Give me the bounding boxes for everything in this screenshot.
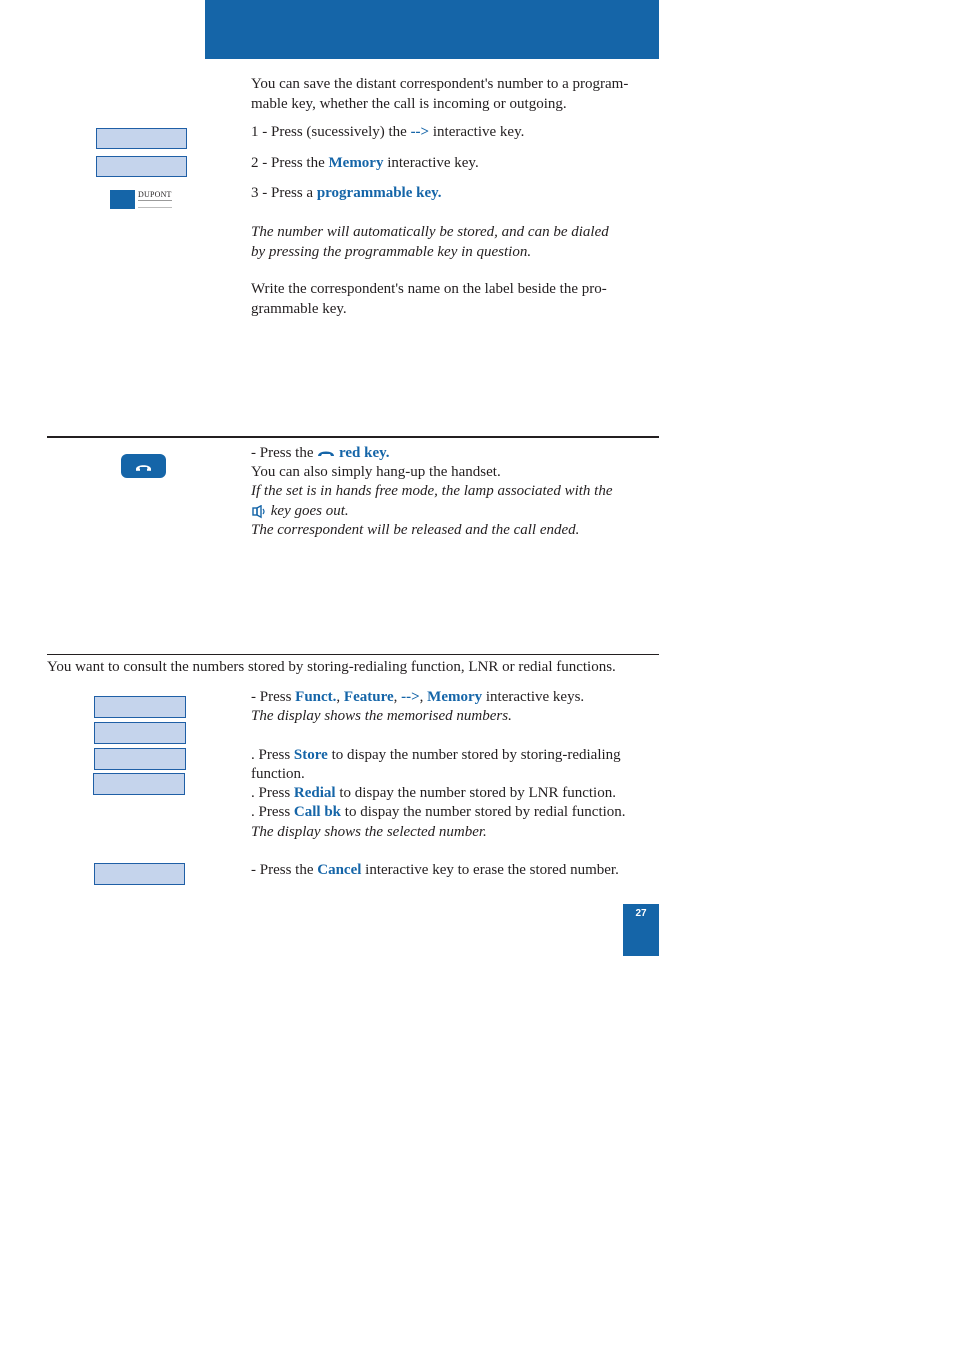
cancel-line: - Press the Cancel interactive key to erase the stored number.	[251, 862, 619, 878]
arrow-key-label-2: -->	[401, 689, 420, 705]
write-note	[251, 280, 607, 319]
handsfree-line-2: key goes out.	[251, 502, 349, 522]
press-red-key: - Press the red key.	[251, 445, 390, 461]
stored-note-line-1: The number will automatically be stored, and can be dialed	[251, 224, 609, 240]
press-keys-line: - Press Funct., Feature, -->, Memory interactive keys.	[251, 689, 585, 705]
write-note-line-2: grammable key.	[251, 300, 347, 317]
intro-paragraph	[251, 75, 628, 114]
arrow-softkey[interactable]	[96, 128, 187, 149]
section-divider-2	[47, 654, 659, 655]
store-key-label: Store	[293, 747, 328, 763]
red-key-label: red key.	[339, 445, 390, 461]
header-bar	[205, 0, 659, 59]
step-1: 1 - Press (sucessively) the --> interactive key.	[251, 124, 525, 140]
callbk-key-label: Call bk	[293, 804, 342, 820]
programmable-key-text: programmable key.	[316, 185, 442, 201]
released-text: The correspondent will be released and the call ended.	[251, 522, 580, 538]
memory-softkey[interactable]	[96, 156, 187, 177]
stored-note	[251, 223, 609, 262]
handset-icon	[121, 454, 166, 478]
store-line: . Press Store to dispay the number stored by storing-redialing	[251, 747, 621, 763]
step-2: 2 - Press the Memory interactive key.	[251, 155, 479, 171]
memory-key-label-2: Memory	[427, 689, 483, 705]
hangup-text: You can also simply hang-up the handset.	[251, 464, 501, 480]
label-line	[138, 200, 172, 201]
speaker-icon	[251, 505, 267, 519]
display-memorised: The display shows the memorised numbers.	[251, 708, 512, 724]
page-number: 27	[635, 908, 647, 919]
funct-key-label: Funct.	[295, 689, 337, 705]
step-3: 3 - Press a programmable key.	[251, 185, 442, 201]
programmable-key-label: DUPONT	[138, 190, 172, 199]
programmable-key[interactable]	[110, 190, 135, 209]
intro-line-2: mable key, whether the call is incoming or outgoing.	[251, 95, 567, 112]
cancel-softkey[interactable]	[94, 863, 185, 885]
funct-softkey[interactable]	[94, 696, 186, 718]
arrow-key-label: -->	[410, 124, 430, 140]
memory-key-label: Memory	[328, 155, 384, 171]
red-key[interactable]	[121, 454, 166, 478]
store-line-2: function.	[251, 766, 305, 782]
write-note-line-1: Write the correspondent's name on the label beside the pro-	[251, 281, 607, 297]
stored-note-line-2: by pressing the programmable key in question.	[251, 243, 532, 260]
feature-key-label: Feature	[343, 689, 394, 705]
cancel-key-label: Cancel	[317, 862, 362, 878]
redial-key-label: Redial	[293, 785, 336, 801]
redial-line: . Press Redial to dispay the number stored by LNR function.	[251, 785, 616, 801]
arrow-softkey-2[interactable]	[94, 748, 186, 770]
intro-line-1: You can save the distant correspondent's number to a program-	[251, 76, 629, 92]
feature-softkey[interactable]	[94, 722, 186, 744]
section-divider-1	[47, 436, 659, 438]
memory-softkey-2[interactable]	[93, 773, 185, 795]
display-selected: The display shows the selected number.	[251, 824, 487, 840]
callbk-line: . Press Call bk to dispay the number stored by redial function.	[251, 804, 626, 820]
handset-icon	[317, 449, 335, 459]
consult-intro: You want to consult the numbers stored by storing-redialing function, LNR or redial functions.	[47, 659, 616, 675]
label-line-2	[138, 207, 172, 208]
handsfree-line-1: If the set is in hands free mode, the lamp associated with the	[251, 483, 613, 499]
